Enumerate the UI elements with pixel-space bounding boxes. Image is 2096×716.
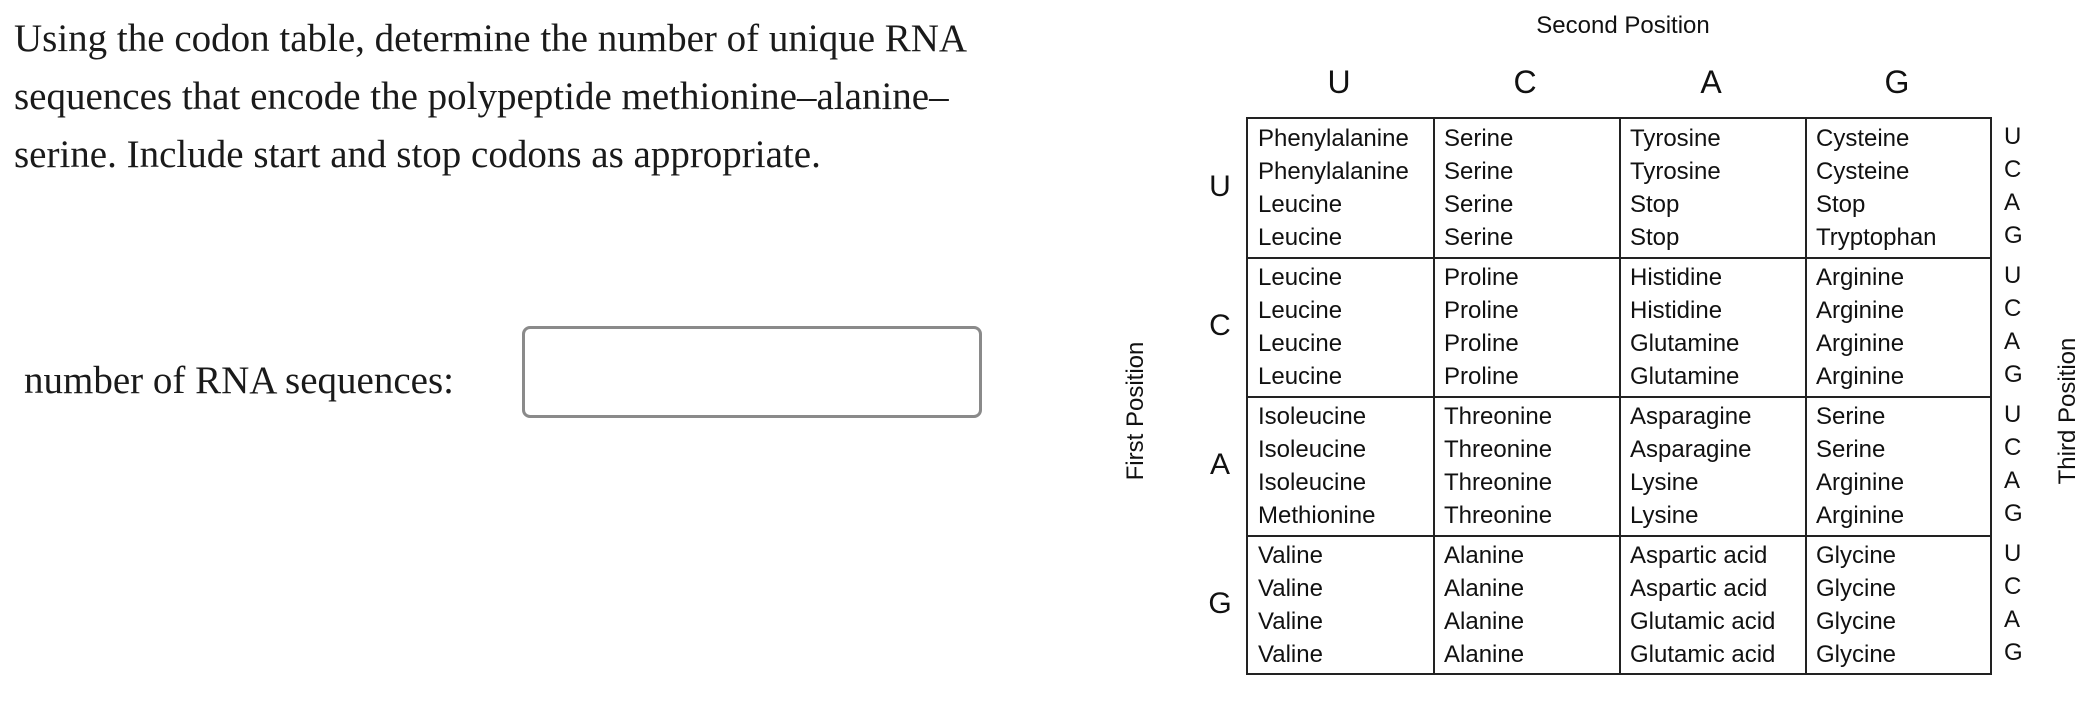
amino-acid: Stop: [1630, 224, 1680, 251]
amino-acid: Asparagine: [1630, 436, 1752, 463]
amino-acid: Methionine: [1258, 502, 1376, 529]
amino-acid: Histidine: [1630, 264, 1723, 291]
amino-acid: Serine: [1444, 224, 1514, 251]
amino-acid: Tyrosine: [1630, 125, 1721, 152]
amino-acid: Arginine: [1816, 264, 1905, 291]
third-position-base: A: [2004, 467, 2021, 494]
amino-acid: Serine: [1444, 191, 1514, 218]
first-position-base: G: [1208, 586, 1232, 620]
amino-acid: Leucine: [1258, 264, 1343, 291]
codon-cell: [1248, 258, 1432, 393]
codon-cell: [1806, 258, 1990, 393]
amino-acid: Histidine: [1630, 297, 1723, 324]
amino-acid: Alanine: [1444, 608, 1525, 635]
codon-cell: [1620, 536, 1804, 671]
amino-acid: Asparagine: [1630, 403, 1752, 430]
answer-label: number of RNA sequences:: [24, 359, 454, 402]
codon-cell: [1248, 536, 1432, 671]
first-position-base: U: [1209, 169, 1231, 203]
amino-acid: Leucine: [1258, 330, 1343, 357]
amino-acid: Aspartic acid: [1630, 542, 1768, 569]
third-position-base: A: [2004, 189, 2021, 216]
amino-acid: Threonine: [1444, 403, 1553, 430]
third-position-base: C: [2004, 434, 2022, 461]
amino-acid: Glycine: [1816, 641, 1897, 668]
third-position-base: C: [2004, 573, 2022, 600]
amino-acid: Threonine: [1444, 502, 1553, 529]
amino-acid: Proline: [1444, 363, 1519, 390]
amino-acid: Threonine: [1444, 436, 1553, 463]
amino-acid: Proline: [1444, 297, 1519, 324]
second-position-base: G: [1884, 64, 1910, 100]
amino-acid: Cysteine: [1816, 158, 1910, 185]
second-position-base: A: [1700, 64, 1722, 100]
third-position-base: G: [2004, 500, 2023, 527]
third-position-base: C: [2004, 156, 2022, 183]
amino-acid: Cysteine: [1816, 125, 1910, 152]
amino-acid: Leucine: [1258, 224, 1343, 251]
amino-acid: Proline: [1444, 330, 1519, 357]
amino-acid: Aspartic acid: [1630, 575, 1768, 602]
third-position-base: G: [2004, 639, 2023, 666]
question-text: [14, 10, 1024, 184]
amino-acid: Arginine: [1816, 469, 1905, 496]
second-position-base: C: [1513, 64, 1537, 100]
amino-acid: Stop: [1816, 191, 1866, 218]
amino-acid: Glycine: [1816, 575, 1897, 602]
amino-acid: Arginine: [1816, 363, 1905, 390]
codon-cell: [1434, 258, 1618, 393]
amino-acid: Proline: [1444, 264, 1519, 291]
amino-acid: Isoleucine: [1258, 436, 1367, 463]
amino-acid: Leucine: [1258, 191, 1343, 218]
amino-acid: Isoleucine: [1258, 469, 1367, 496]
first-position-base: C: [1209, 308, 1231, 342]
amino-acid: Glutamine: [1630, 363, 1740, 390]
third-position-label: Third Position: [2054, 337, 2081, 485]
second-position-base: U: [1327, 64, 1351, 100]
codon-cell: [1434, 397, 1618, 532]
amino-acid: Serine: [1444, 125, 1514, 152]
amino-acid: Valine: [1258, 641, 1323, 668]
third-position-group: [2004, 534, 2030, 669]
amino-acid: Serine: [1816, 403, 1886, 430]
second-position-label: Second Position: [1536, 12, 1710, 39]
third-position-base: U: [2004, 401, 2022, 428]
codon-cell: [1248, 397, 1432, 532]
amino-acid: Lysine: [1630, 502, 1699, 529]
third-position-group: [2004, 395, 2030, 530]
amino-acid: Leucine: [1258, 297, 1343, 324]
amino-acid: Arginine: [1816, 297, 1905, 324]
amino-acid: Isoleucine: [1258, 403, 1367, 430]
codon-cell: [1620, 397, 1804, 532]
amino-acid: Phenylalanine: [1258, 125, 1409, 152]
codon-cell: [1806, 119, 1990, 254]
amino-acid: Arginine: [1816, 502, 1905, 529]
amino-acid: Alanine: [1444, 542, 1525, 569]
amino-acid: Valine: [1258, 608, 1323, 635]
third-position-base: U: [2004, 540, 2022, 567]
amino-acid: Arginine: [1816, 330, 1905, 357]
question-line-3: serine. Include start and stop codons as appropriate.: [14, 133, 821, 176]
codon-cell: [1434, 536, 1618, 671]
codon-cell: [1806, 397, 1990, 532]
first-position-label: First Position: [1122, 341, 1149, 481]
codon-cell: [1434, 119, 1618, 254]
amino-acid: Glutamic acid: [1630, 641, 1776, 668]
amino-acid: Leucine: [1258, 363, 1343, 390]
question-line-1: Using the codon table, determine the number of unique RNA: [14, 17, 968, 60]
third-position-base: G: [2004, 361, 2023, 388]
third-position-group: [2004, 117, 2030, 252]
third-position-base: U: [2004, 262, 2022, 289]
amino-acid: Phenylalanine: [1258, 158, 1409, 185]
first-position-base: A: [1209, 447, 1230, 481]
amino-acid: Serine: [1444, 158, 1514, 185]
third-position-base: C: [2004, 295, 2022, 322]
third-position-base: G: [2004, 222, 2023, 249]
codon-cell: [1620, 119, 1804, 254]
third-position-base: U: [2004, 123, 2022, 150]
codon-grid: [1246, 117, 1992, 675]
codon-cell: [1248, 119, 1432, 254]
amino-acid: Glutamine: [1630, 330, 1740, 357]
amino-acid: Lysine: [1630, 469, 1699, 496]
amino-acid: Serine: [1816, 436, 1886, 463]
codon-cell: [1620, 258, 1804, 393]
third-position-group: [2004, 256, 2030, 391]
amino-acid: Threonine: [1444, 469, 1553, 496]
question-line-2: sequences that encode the polypeptide methionine–alanine–: [14, 75, 949, 118]
amino-acid: Tyrosine: [1630, 158, 1721, 185]
amino-acid: Glycine: [1816, 608, 1897, 635]
amino-acid: Stop: [1630, 191, 1680, 218]
third-position-base: A: [2004, 606, 2021, 633]
amino-acid: Valine: [1258, 542, 1323, 569]
amino-acid: Alanine: [1444, 641, 1525, 668]
codon-cell: [1806, 536, 1990, 671]
amino-acid: Glutamic acid: [1630, 608, 1776, 635]
amino-acid: Valine: [1258, 575, 1323, 602]
amino-acid: Alanine: [1444, 575, 1525, 602]
third-position-base: A: [2004, 328, 2021, 355]
amino-acid: Tryptophan: [1816, 224, 1937, 251]
answer-input[interactable]: [522, 326, 982, 418]
amino-acid: Glycine: [1816, 542, 1897, 569]
